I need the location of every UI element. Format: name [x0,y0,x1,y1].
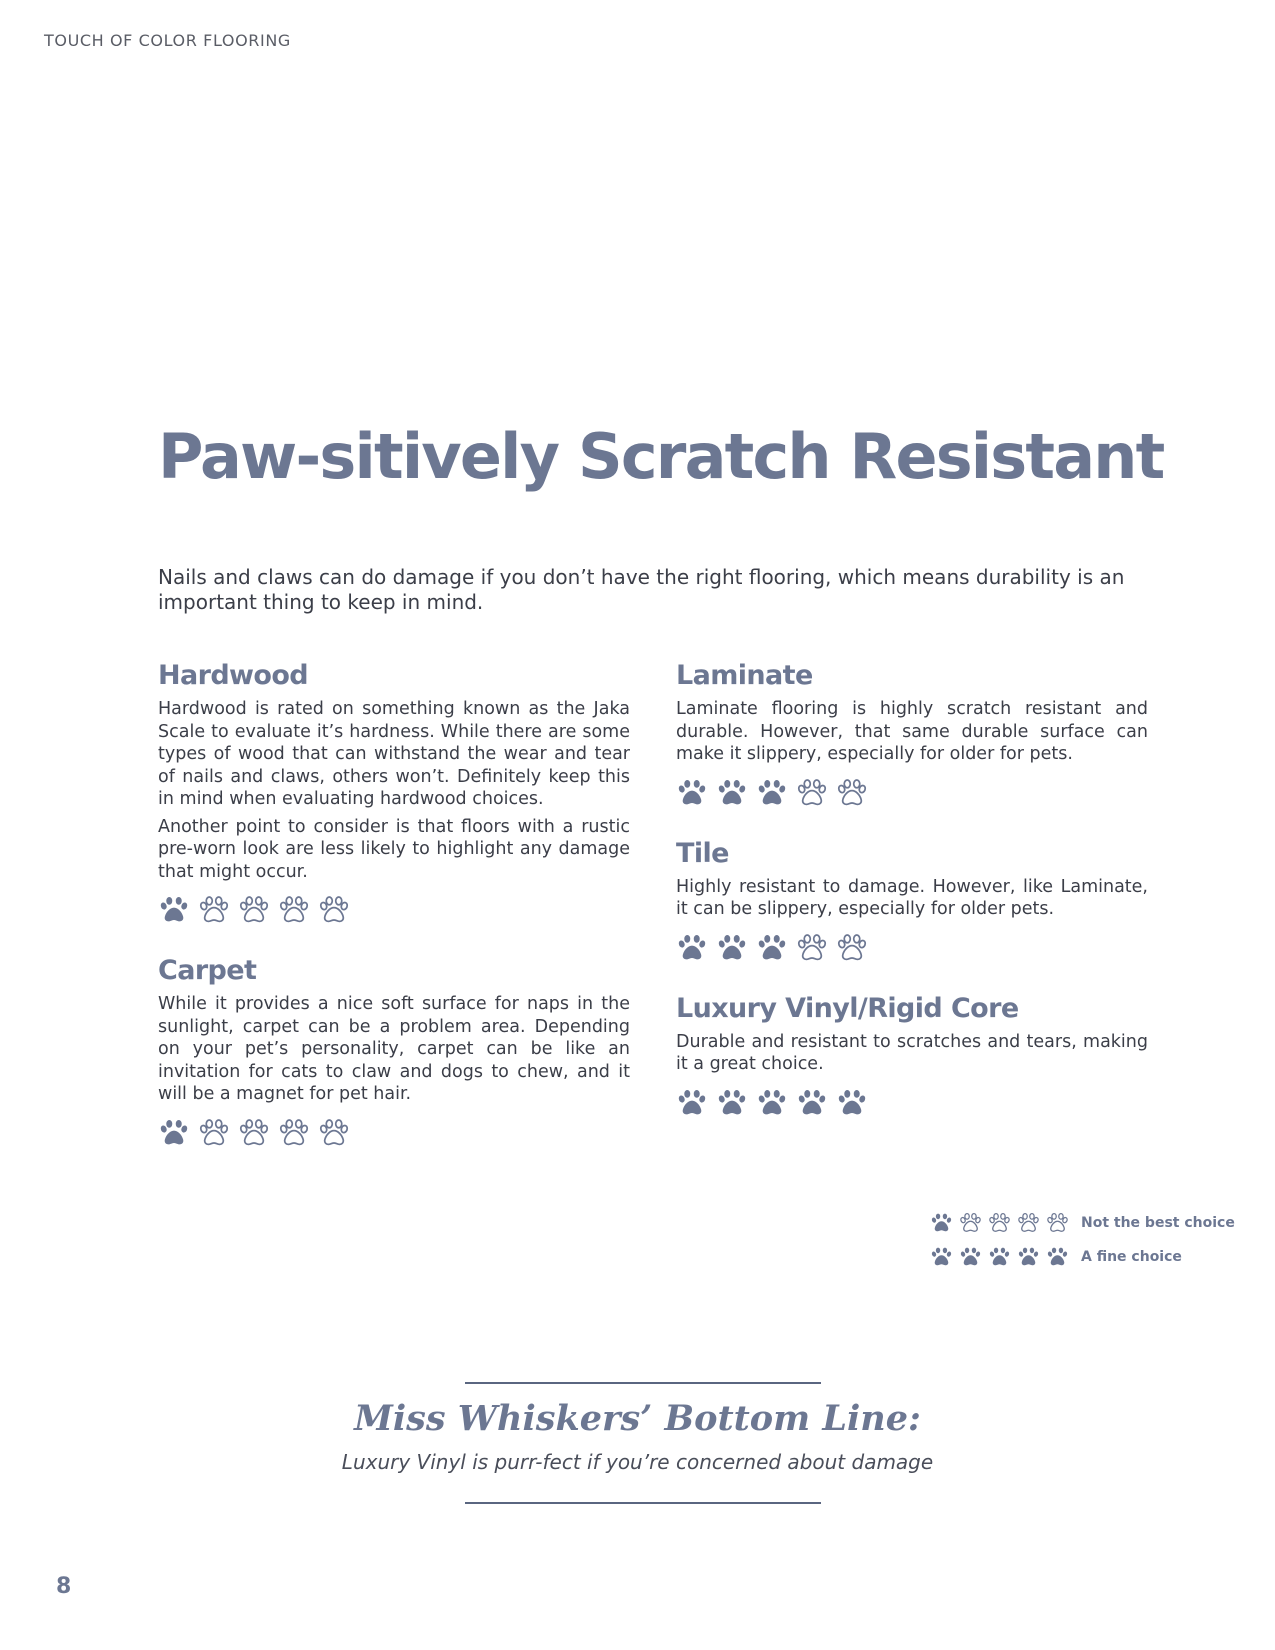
bottom-line-title: Miss Whiskers’ Bottom Line: [354,1398,921,1439]
paw-filled-icon [676,933,708,963]
paw-filled-icon [836,1088,868,1118]
paw-filled-icon [756,933,788,963]
divider-top [465,1382,821,1384]
paw-filled-icon [756,1088,788,1118]
paw-outline-icon [836,933,868,963]
paw-outline-icon [988,1212,1011,1234]
paw-filled-icon [959,1246,982,1268]
divider-bottom [465,1502,821,1504]
section-body-laminate [676,698,1148,766]
paw-outline-icon [198,1118,230,1148]
paw-outline-icon [278,895,310,925]
paw-outline-icon [796,933,828,963]
paw-rating-carpet [158,1118,630,1148]
page-number: 8 [56,1574,72,1599]
section-tile [676,838,1148,963]
paw-filled-icon [716,1088,748,1118]
section-title-tile: Tile [676,837,729,869]
carpet-paragraph-1: While it provides a nice soft surface for naps in the sunlight, carpet can be a problem area. Depending on your pet’s personality, carpet can be like an invitation for cats to claw and dogs to chew, and it will be a magnet for pet hair. [158,994,630,1104]
paw-outline-icon [238,1118,270,1148]
paw-filled-icon [930,1246,953,1268]
section-title-laminate: Laminate [676,660,813,691]
section-title-hardwood: Hardwood [158,660,309,691]
laminate-paragraph-1: Laminate flooring is highly scratch resistant and durable. However, that same durable surface can make it slippery, especially for older for pets. [676,699,1148,764]
section-title-luxury-vinyl: Luxury Vinyl/Rigid Core [676,992,1019,1024]
legend-paws-not-best [930,1212,1069,1234]
page-title: Paw-sitively Scratch Resistant [158,420,1164,493]
tile-paragraph-1: Highly resistant to damage. However, like Laminate, it can be slippery, especially for older pets. [676,876,1148,919]
paw-outline-icon [836,778,868,808]
legend-row-fine [930,1246,1235,1268]
paw-rating-tile [676,933,1148,963]
section-luxury-vinyl [676,993,1148,1118]
paw-outline-icon [198,895,230,925]
paw-filled-icon [716,933,748,963]
section-hardwood [158,660,630,925]
paw-rating-luxury-vinyl [676,1088,1148,1118]
right-column [676,660,1148,1148]
paw-filled-icon [716,778,748,808]
paw-rating-laminate [676,778,1148,808]
paw-filled-icon [756,778,788,808]
paw-outline-icon [959,1212,982,1234]
section-carpet [158,955,630,1148]
paw-filled-icon [988,1246,1011,1268]
section-body-carpet [158,993,630,1106]
section-body-hardwood [158,698,630,883]
bottom-line-subtitle: Luxury Vinyl is purr-fect if you’re concerned about damage [341,1450,934,1474]
section-laminate [676,660,1148,808]
paw-filled-icon [158,895,190,925]
paw-filled-icon [676,1088,708,1118]
legend-row-not-best [930,1212,1235,1234]
paw-outline-icon [238,895,270,925]
legend-label-fine: A fine choice [1081,1249,1182,1265]
paw-filled-icon [158,1118,190,1148]
intro-paragraph: Nails and claws can do damage if you don’t have the right flooring, which means durability is an important thing to keep in mind. [158,565,1125,614]
hardwood-paragraph-2: Another point to consider is that floors with a rustic pre-worn look are less likely to highlight any damage that might occur. [158,816,630,882]
hardwood-paragraph-1: Hardwood is rated on something known as the Jaka Scale to evaluate it’s hardness. While there are some types of wood that can withstand the wear and tear of nails and claws, others won’t. Definitely keep this in mind when evaluating hardwood choices. [158,699,630,809]
paw-filled-icon [676,778,708,808]
paw-outline-icon [278,1118,310,1148]
section-body-tile [676,876,1148,921]
paw-filled-icon [930,1212,953,1234]
legend-paws-fine [930,1246,1069,1268]
running-header: TOUCH OF COLOR FLOORING [44,31,291,50]
paw-outline-icon [1017,1212,1040,1234]
paw-outline-icon [796,778,828,808]
paw-outline-icon [318,895,350,925]
section-title-carpet: Carpet [158,955,257,986]
paw-filled-icon [796,1088,828,1118]
left-column [158,660,630,1178]
section-body-luxury-vinyl [676,1031,1148,1076]
paw-outline-icon [318,1118,350,1148]
luxury-vinyl-paragraph-1: Durable and resistant to scratches and tears, making it a great choice. [676,1031,1148,1074]
legend-label-not-best: Not the best choice [1081,1215,1235,1231]
paw-rating-hardwood [158,895,630,925]
paw-outline-icon [1046,1212,1069,1234]
paw-filled-icon [1017,1246,1040,1268]
paw-filled-icon [1046,1246,1069,1268]
rating-legend [930,1212,1235,1280]
